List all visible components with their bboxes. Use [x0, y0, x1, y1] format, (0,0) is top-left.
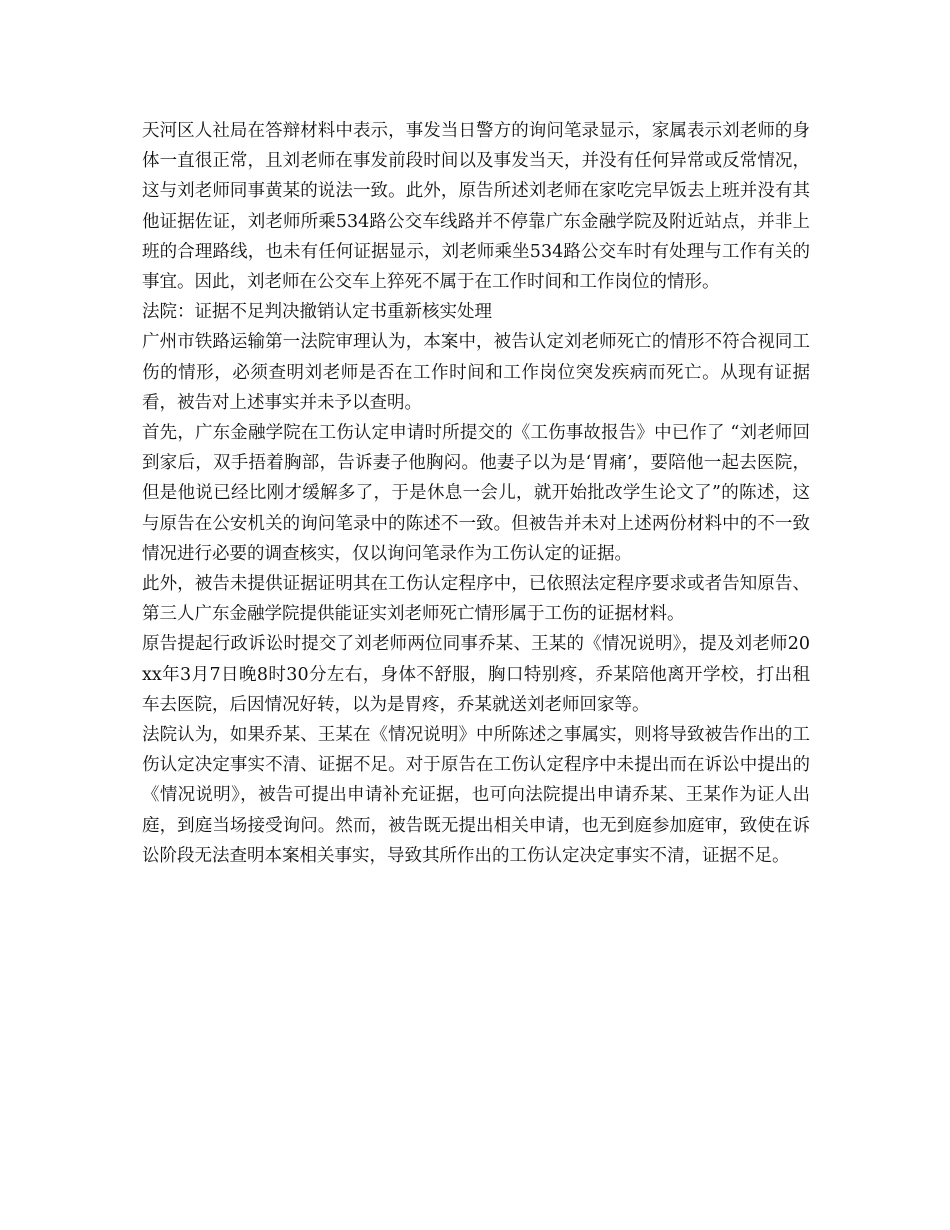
paragraph-court-conclusion: 法院认为，如果乔某、王某在《情况说明》中所陈述之事属实，则将导致被告作出的工伤认定决定事实不清、证据不足。对于原告在工伤认定程序中未提出而在诉讼中提出的《情况说明》，被告可提出申请补充证据，也可向法院提出申请乔某、王某作为证人出庭，到庭当场接受询问。然而，被告既无提出相关申请，也无到庭参加庭审，致使在诉讼阶段无法查明本案相关事实，导致其所作出的工伤认定决定事实不清，证据不足。 [142, 725, 810, 866]
paragraph-court-finding: 广州市铁路运输第一法院审理认为，本案中，被告认定刘老师死亡的情形不符合视同工伤的情形，必须查明刘老师是否在工作时间和工作岗位突发疾病而死亡。从现有证据看，被告对上述事实并未予以查明。 [142, 332, 810, 413]
paragraph-ministry-defense: 天河区人社局在答辩材料中表示，事发当日警方的询问笔录显示，家属表示刘老师的身体一直很正常，且刘老师在事发前段时间以及事发当天，并没有任何异常或反常情况，这与刘老师同事黄某的说法一致。此外，原告所述刘老师在家吃完早饭去上班并没有其他证据佐证，刘老师所乘534路公交车线路并不停靠广东金融学院及附近站点，并非上班的合理路线，也未有任何证据显示，刘老师乘坐534路公交车时有处理与工作有关的事宜。因此，刘老师在公交车上猝死不属于在工作时间和工作岗位的情形。 [142, 121, 810, 293]
document-body [142, 116, 810, 871]
paragraph-first-point: 首先，广东金融学院在工伤认定申请时所提交的《工伤事故报告》中已作了 “刘老师回到家后，双手捂着胸部，告诉妻子他胸闷。他妻子以为是‘胃痛’，要陪他一起去医院，但是他说已经比刚才缓解多了，于是休息一会儿，就开始批改学生论文了”的陈述，这与原告在公安机关的询问笔录中的陈述不一致。但被告并未对上述两份材料中的不一致情况进行必要的调查核实，仅以询问笔录作为工伤认定的证据。 [142, 423, 810, 564]
paragraph-witness-statement: 原告提起行政诉讼时提交了刘老师两位同事乔某、王某的《情况说明》，提及刘老师20xx年3月7日晚8时30分左右，身体不舒服，胸口特别疼，乔某陪他离开学校，打出租车去医院，后因情况好转，以为是胃疼，乔某就送刘老师回家等。 [142, 634, 810, 715]
paragraph-additional-point: 此外，被告未提供证据证明其在工伤认定程序中，已依照法定程序要求或者告知原告、第三人广东金融学院提供能证实刘老师死亡情形属于工伤的证据材料。 [142, 574, 810, 625]
section-heading-court: 法院：证据不足判决撤销认定书重新核实处理 [142, 302, 492, 323]
